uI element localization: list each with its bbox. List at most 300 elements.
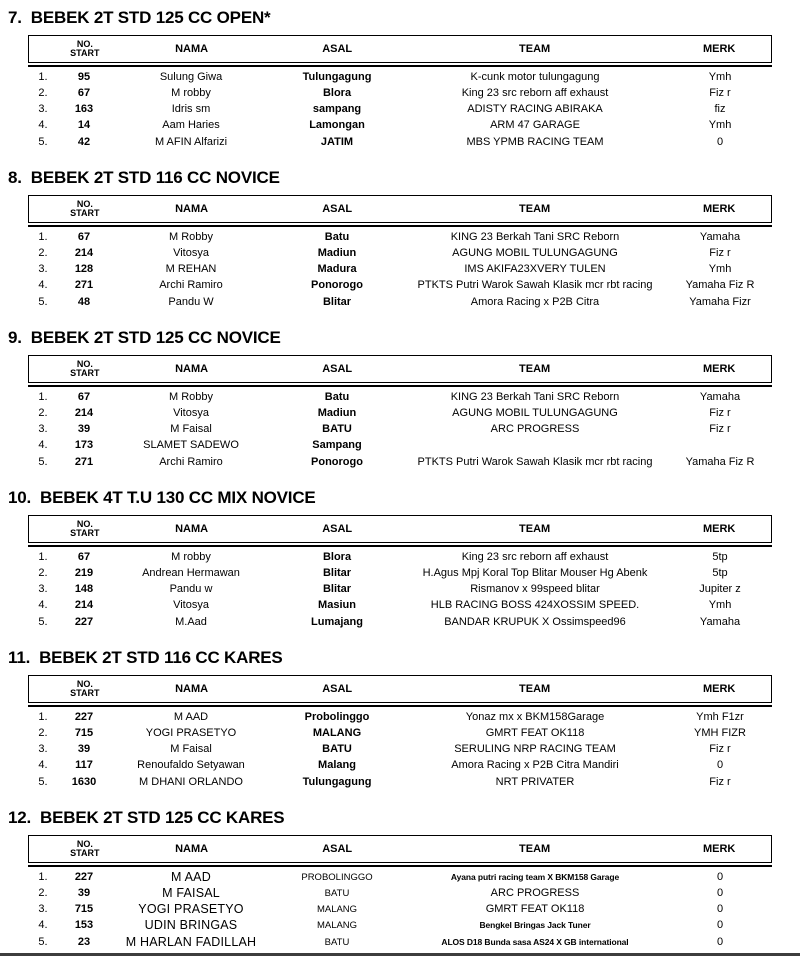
header-rule xyxy=(28,545,772,548)
cell-position: 2. xyxy=(38,566,48,579)
table-row xyxy=(28,422,772,438)
cell-team: Yonaz mx x BKM158Garage xyxy=(465,710,605,723)
column-header-asal: ASAL xyxy=(322,362,353,375)
cell-name: SLAMET SADEWO xyxy=(143,439,239,452)
results-table xyxy=(28,35,772,150)
results-table xyxy=(28,195,772,310)
cell-start-number: 67 xyxy=(77,230,91,243)
cell-name: Sulung Giwa xyxy=(159,70,223,83)
section-title-text: BEBEK 4T T.U 130 CC MIX NOVICE xyxy=(40,488,316,507)
column-header-line2: START xyxy=(70,848,100,858)
cell-position: 1. xyxy=(38,550,48,563)
table-row xyxy=(28,565,772,581)
cell-name: M Robby xyxy=(168,390,214,403)
cell-name: YOGI PRASETYO xyxy=(145,726,237,739)
column-header-team: TEAM xyxy=(519,842,551,855)
cell-start-number: 67 xyxy=(77,86,91,99)
cell-name: M.Aad xyxy=(175,615,207,628)
cell-origin: Madiun xyxy=(317,246,357,259)
cell-start-number: 214 xyxy=(74,406,94,419)
cell-origin: Madiun xyxy=(317,406,357,419)
column-header-line2: START xyxy=(70,528,100,538)
cell-start-number: 39 xyxy=(77,423,91,436)
section-number: 10. xyxy=(8,488,32,507)
cell-name: M FAISAL xyxy=(162,885,220,900)
section-title-text: BEBEK 2T STD 116 CC NOVICE xyxy=(30,168,280,187)
cell-position: 1. xyxy=(38,70,48,83)
column-header-nama: NAMA xyxy=(175,362,209,375)
section-title-text: BEBEK 2T STD 125 CC NOVICE xyxy=(30,328,281,347)
cell-origin: Sampang xyxy=(312,439,362,452)
cell-position: 4. xyxy=(38,279,48,292)
cell-team: Ayana putri racing team X BKM158 Garage xyxy=(450,871,620,882)
cell-team: King 23 src reborn aff exhaust xyxy=(461,86,609,99)
cell-origin: BATU xyxy=(324,936,350,948)
column-header-nama: NAMA xyxy=(175,842,209,855)
cell-position: 4. xyxy=(38,599,48,612)
cell-team: IMS AKIFA23XVERY TULEN xyxy=(464,263,606,276)
header-rule xyxy=(28,65,772,68)
table-header-row xyxy=(28,35,772,63)
cell-position: 3. xyxy=(38,583,48,596)
cell-brand: Ymh xyxy=(708,263,732,276)
column-header-merk: MERK xyxy=(702,42,736,55)
cell-name: M Faisal xyxy=(170,743,212,756)
table-row xyxy=(28,582,772,598)
cell-brand: 0 xyxy=(716,919,724,932)
cell-name: M robby xyxy=(171,550,211,563)
cell-start-number: 39 xyxy=(77,886,91,899)
section-title xyxy=(0,648,800,668)
cell-origin: Ponorogo xyxy=(311,279,363,292)
cell-brand: YMH FIZR xyxy=(694,726,746,739)
column-header-team: TEAM xyxy=(519,522,551,535)
cell-position: 1. xyxy=(38,230,48,243)
table-row xyxy=(28,69,772,85)
cell-team: Bengkel Bringas Jack Tuner xyxy=(479,920,591,931)
cell-team: GMRT FEAT OK118 xyxy=(485,726,585,739)
cell-brand: Jupiter z xyxy=(699,583,741,596)
cell-origin: sampang xyxy=(312,103,362,116)
cell-origin: BATU xyxy=(324,887,350,899)
cell-team: ARM 47 GARAGE xyxy=(490,119,580,132)
cell-team: Amora Racing x P2B Citra Mandiri xyxy=(451,759,619,772)
cell-start-number: 227 xyxy=(74,870,94,883)
section-title xyxy=(0,488,800,508)
table-row xyxy=(28,549,772,565)
cell-team: AGUNG MOBIL TULUNGAGUNG xyxy=(452,406,618,419)
cell-team: PTKTS Putri Warok Sawah Klasik mcr rbt racing xyxy=(417,279,653,292)
cell-brand: 5tp xyxy=(712,566,728,579)
cell-brand: Fiz r xyxy=(709,246,731,259)
header-rule xyxy=(28,385,772,388)
cell-name: Idris sm xyxy=(171,103,211,116)
column-header-line2: START xyxy=(70,368,100,378)
cell-name: M REHAN xyxy=(165,263,217,276)
cell-brand: Ymh F1zr xyxy=(696,710,744,723)
table-row xyxy=(28,85,772,101)
column-header-merk: MERK xyxy=(702,362,736,375)
results-table xyxy=(28,835,772,950)
cell-start-number: 1630 xyxy=(71,775,97,788)
cell-position: 3. xyxy=(38,903,48,916)
cell-start-number: 219 xyxy=(74,566,94,579)
cell-team: NRT PRIVATER xyxy=(495,775,575,788)
column-header-team: TEAM xyxy=(519,42,551,55)
cell-start-number: 42 xyxy=(77,135,91,148)
section-title-text: BEBEK 2T STD 116 CC KARES xyxy=(39,648,283,667)
column-header-line2: START xyxy=(70,48,100,58)
column-header-start xyxy=(59,520,111,539)
cell-position: 3. xyxy=(38,423,48,436)
table-row xyxy=(28,934,772,950)
cell-start-number: 715 xyxy=(74,903,94,916)
header-rule xyxy=(28,225,772,228)
column-header-asal: ASAL xyxy=(322,522,353,535)
cell-team: ARC PROGRESS xyxy=(490,886,580,899)
cell-name: M Faisal xyxy=(170,423,212,436)
table-row xyxy=(28,598,772,614)
cell-name: M AAD xyxy=(171,869,211,884)
cell-name: M Robby xyxy=(168,230,214,243)
cell-brand: fiz xyxy=(714,103,726,116)
table-row xyxy=(28,229,772,245)
table-body xyxy=(28,389,772,470)
column-header-line1: NO. xyxy=(76,38,93,49)
results-table xyxy=(28,675,772,790)
column-header-asal: ASAL xyxy=(322,682,353,695)
cell-team: BANDAR KRUPUK X Ossimspeed96 xyxy=(444,615,626,628)
cell-name: M robby xyxy=(171,86,211,99)
cell-origin: MALANG xyxy=(316,920,358,932)
cell-position: 2. xyxy=(38,246,48,259)
cell-name: Andrean Hermawan xyxy=(142,566,240,579)
cell-position: 2. xyxy=(38,726,48,739)
cell-origin: Batu xyxy=(324,390,350,403)
cell-brand: Fiz r xyxy=(709,743,731,756)
cell-start-number: 128 xyxy=(74,263,94,276)
cell-origin: Probolinggo xyxy=(304,710,370,723)
table-row xyxy=(28,405,772,421)
cell-team: H.Agus Mpj Koral Top Blitar Mouser Hg Abenk xyxy=(422,566,648,579)
table-row xyxy=(28,709,772,725)
cell-brand: 0 xyxy=(716,903,724,916)
cell-start-number: 214 xyxy=(74,246,94,259)
cell-origin: MALANG xyxy=(312,726,362,739)
cell-start-number: 715 xyxy=(74,726,94,739)
table-row xyxy=(28,278,772,294)
cell-position: 3. xyxy=(38,263,48,276)
column-header-start xyxy=(59,360,111,379)
cell-name: YOGI PRASETYO xyxy=(138,902,244,917)
cell-origin: Blitar xyxy=(322,566,352,579)
cell-origin: Lumajang xyxy=(311,615,363,628)
cell-start-number: 214 xyxy=(74,599,94,612)
cell-position: 4. xyxy=(38,759,48,772)
section-title xyxy=(0,808,800,828)
sections-container xyxy=(0,8,800,959)
table-body xyxy=(28,549,772,630)
column-header-team: TEAM xyxy=(519,682,551,695)
cell-brand: 0 xyxy=(716,886,724,899)
cell-brand: 5tp xyxy=(712,550,728,563)
column-header-merk: MERK xyxy=(702,682,736,695)
cell-name: UDIN BRINGAS xyxy=(144,918,238,933)
table-row xyxy=(28,389,772,405)
cell-position: 5. xyxy=(38,455,48,468)
cell-brand: Fiz r xyxy=(709,775,731,788)
cell-team: GMRT FEAT OK118 xyxy=(485,903,585,916)
table-header-row xyxy=(28,355,772,383)
cell-origin: Blitar xyxy=(322,583,352,596)
table-row xyxy=(28,294,772,310)
cell-brand: Fiz r xyxy=(709,86,731,99)
column-header-merk: MERK xyxy=(702,202,736,215)
cell-team: AGUNG MOBIL TULUNGAGUNG xyxy=(452,246,618,259)
header-rule xyxy=(28,865,772,868)
cell-position: 4. xyxy=(38,919,48,932)
cell-team: MBS YPMB RACING TEAM xyxy=(466,135,604,148)
cell-name: Vitosya xyxy=(173,246,209,259)
cell-team: HLB RACING BOSS 424XOSSIM SPEED. xyxy=(430,599,640,612)
cell-brand: 0 xyxy=(716,935,724,948)
column-header-nama: NAMA xyxy=(175,522,209,535)
cell-brand: Yamaha Fiz R xyxy=(685,279,755,292)
column-header-line1: NO. xyxy=(76,838,93,849)
cell-origin: Blitar xyxy=(322,295,352,308)
column-header-line2: START xyxy=(70,688,100,698)
column-header-line1: NO. xyxy=(76,678,93,689)
cell-name: Vitosya xyxy=(173,599,209,612)
cell-position: 5. xyxy=(38,775,48,788)
cell-position: 2. xyxy=(38,886,48,899)
cell-team: ARC PROGRESS xyxy=(490,423,580,436)
table-header-row xyxy=(28,835,772,863)
category-section xyxy=(0,328,800,488)
cell-origin: PROBOLINGGO xyxy=(301,871,373,883)
section-number: 8. xyxy=(8,168,22,187)
cell-brand: 0 xyxy=(716,870,724,883)
cell-start-number: 67 xyxy=(77,550,91,563)
cell-brand: Yamaha xyxy=(699,615,741,628)
section-number: 11. xyxy=(8,648,31,667)
cell-brand: Ymh xyxy=(708,70,732,83)
cell-position: 1. xyxy=(38,870,48,883)
cell-start-number: 39 xyxy=(77,743,91,756)
cell-start-number: 117 xyxy=(75,759,93,772)
cell-brand: Yamaha Fiz R xyxy=(685,455,755,468)
table-row xyxy=(28,918,772,934)
section-number: 12. xyxy=(8,808,32,827)
section-title-text: BEBEK 2T STD 125 CC OPEN* xyxy=(30,8,271,27)
column-header-asal: ASAL xyxy=(322,42,353,55)
table-row xyxy=(28,885,772,901)
table-header-row xyxy=(28,675,772,703)
cell-name: Vitosya xyxy=(173,406,209,419)
cell-origin: MALANG xyxy=(316,904,358,916)
section-number: 9. xyxy=(8,328,22,347)
column-header-start xyxy=(59,840,111,859)
cell-position: 2. xyxy=(38,86,48,99)
column-header-start xyxy=(59,680,111,699)
cell-origin: BATU xyxy=(322,423,352,436)
cell-brand: Ymh xyxy=(708,599,732,612)
column-header-line1: NO. xyxy=(76,518,93,529)
column-header-nama: NAMA xyxy=(175,682,209,695)
cell-name: M AAD xyxy=(173,710,209,723)
table-row xyxy=(28,262,772,278)
cell-team: Rismanov x 99speed blitar xyxy=(470,583,600,596)
table-row xyxy=(28,245,772,261)
cell-position: 5. xyxy=(38,615,48,628)
cell-start-number: 153 xyxy=(74,919,94,932)
cell-position: 1. xyxy=(38,390,48,403)
column-header-asal: ASAL xyxy=(322,202,353,215)
cell-name: Pandu w xyxy=(169,583,213,596)
category-section xyxy=(0,168,800,328)
column-header-nama: NAMA xyxy=(175,202,209,215)
category-section xyxy=(0,488,800,648)
table-row xyxy=(28,774,772,790)
table-body xyxy=(28,869,772,950)
cell-team: SERULING NRP RACING TEAM xyxy=(454,743,616,756)
cell-name: Aam Haries xyxy=(162,119,220,132)
cell-brand: Fiz r xyxy=(709,406,731,419)
table-row xyxy=(28,902,772,918)
cell-start-number: 227 xyxy=(74,615,94,628)
category-section xyxy=(0,648,800,808)
cell-start-number: 227 xyxy=(74,710,94,723)
cell-origin: Malang xyxy=(318,759,356,772)
table-header-row xyxy=(28,195,772,223)
section-title xyxy=(0,328,800,348)
table-body xyxy=(28,709,772,790)
cell-name: Pandu W xyxy=(168,295,214,308)
column-header-team: TEAM xyxy=(519,362,551,375)
column-header-line1: NO. xyxy=(76,198,93,209)
cell-name: M HARLAN FADILLAH xyxy=(125,934,257,949)
cell-team: KING 23 Berkah Tani SRC Reborn xyxy=(450,230,620,243)
category-section xyxy=(0,808,800,959)
section-title-text: BEBEK 2T STD 125 CC KARES xyxy=(40,808,285,827)
cell-brand: Yamaha xyxy=(699,230,741,243)
column-header-nama: NAMA xyxy=(175,42,209,55)
cell-brand: Fiz r xyxy=(709,423,731,436)
column-header-merk: MERK xyxy=(702,522,736,535)
cell-name: Archi Ramiro xyxy=(159,455,223,468)
cell-position: 5. xyxy=(38,935,48,948)
cell-start-number: 173 xyxy=(74,439,94,452)
category-section xyxy=(0,8,800,168)
table-row xyxy=(28,758,772,774)
cell-name: Renoufaldo Setyawan xyxy=(137,759,245,772)
cell-origin: BATU xyxy=(322,743,352,756)
cell-name: M DHANI ORLANDO xyxy=(139,775,243,788)
cell-team: ADISTY RACING ABIRAKA xyxy=(467,103,603,116)
column-header-line2: START xyxy=(70,208,100,218)
section-number: 7. xyxy=(8,8,22,27)
page-bottom-rule xyxy=(0,953,800,956)
column-header-asal: ASAL xyxy=(322,842,353,855)
cell-position: 2. xyxy=(38,406,48,419)
table-row xyxy=(28,869,772,885)
cell-name: Archi Ramiro xyxy=(159,279,223,292)
table-row xyxy=(28,454,772,470)
cell-position: 5. xyxy=(38,135,48,148)
cell-team: PTKTS Putri Warok Sawah Klasik mcr rbt racing xyxy=(417,455,653,468)
section-title xyxy=(0,168,800,188)
table-row xyxy=(28,614,772,630)
table-row xyxy=(28,102,772,118)
table-row xyxy=(28,725,772,741)
cell-team: K-cunk motor tulungagung xyxy=(470,70,600,83)
cell-origin: Tulungagung xyxy=(302,70,372,83)
cell-position: 1. xyxy=(38,710,48,723)
cell-start-number: 163 xyxy=(74,103,94,116)
cell-brand: 0 xyxy=(716,135,724,148)
cell-position: 3. xyxy=(38,103,48,116)
table-row xyxy=(28,134,772,150)
table-row xyxy=(28,118,772,134)
cell-origin: Ponorogo xyxy=(311,455,363,468)
cell-origin: Blora xyxy=(322,550,352,563)
header-rule xyxy=(28,705,772,708)
cell-position: 5. xyxy=(38,295,48,308)
cell-team: Amora Racing x P2B Citra xyxy=(470,295,600,308)
column-header-team: TEAM xyxy=(519,202,551,215)
cell-team: KING 23 Berkah Tani SRC Reborn xyxy=(450,390,620,403)
table-row xyxy=(28,438,772,454)
cell-start-number: 95 xyxy=(77,70,91,83)
cell-name: M AFIN Alfarizi xyxy=(154,135,228,148)
column-header-merk: MERK xyxy=(702,842,736,855)
cell-start-number: 271 xyxy=(74,279,94,292)
cell-origin: Batu xyxy=(324,230,350,243)
cell-origin: Blora xyxy=(322,86,352,99)
column-header-start xyxy=(59,40,111,59)
results-table xyxy=(28,355,772,470)
table-row xyxy=(28,742,772,758)
cell-brand: Yamaha xyxy=(699,390,741,403)
cell-start-number: 67 xyxy=(77,390,91,403)
cell-start-number: 48 xyxy=(77,295,91,308)
cell-origin: Madura xyxy=(317,263,357,276)
table-body xyxy=(28,229,772,310)
cell-brand: 0 xyxy=(716,759,724,772)
table-header-row xyxy=(28,515,772,543)
cell-position: 3. xyxy=(38,743,48,756)
cell-team: King 23 src reborn aff exhaust xyxy=(461,550,609,563)
cell-origin: Tulungagung xyxy=(302,775,372,788)
section-title xyxy=(0,8,800,28)
cell-position: 4. xyxy=(38,439,48,452)
cell-brand: Yamaha Fizr xyxy=(689,295,751,308)
cell-start-number: 23 xyxy=(77,935,91,948)
column-header-line1: NO. xyxy=(76,358,93,369)
table-body xyxy=(28,69,772,150)
results-table xyxy=(28,515,772,630)
cell-position: 4. xyxy=(38,119,48,132)
cell-origin: JATIM xyxy=(320,135,354,148)
cell-start-number: 271 xyxy=(74,455,94,468)
cell-origin: Lamongan xyxy=(309,119,365,132)
column-header-start xyxy=(59,200,111,219)
cell-brand: Ymh xyxy=(708,119,732,132)
cell-start-number: 14 xyxy=(77,119,91,132)
cell-team: ALOS D18 Bunda sasa AS24 X GB international xyxy=(441,936,629,947)
cell-origin: Masiun xyxy=(318,599,356,612)
cell-start-number: 148 xyxy=(74,583,94,596)
